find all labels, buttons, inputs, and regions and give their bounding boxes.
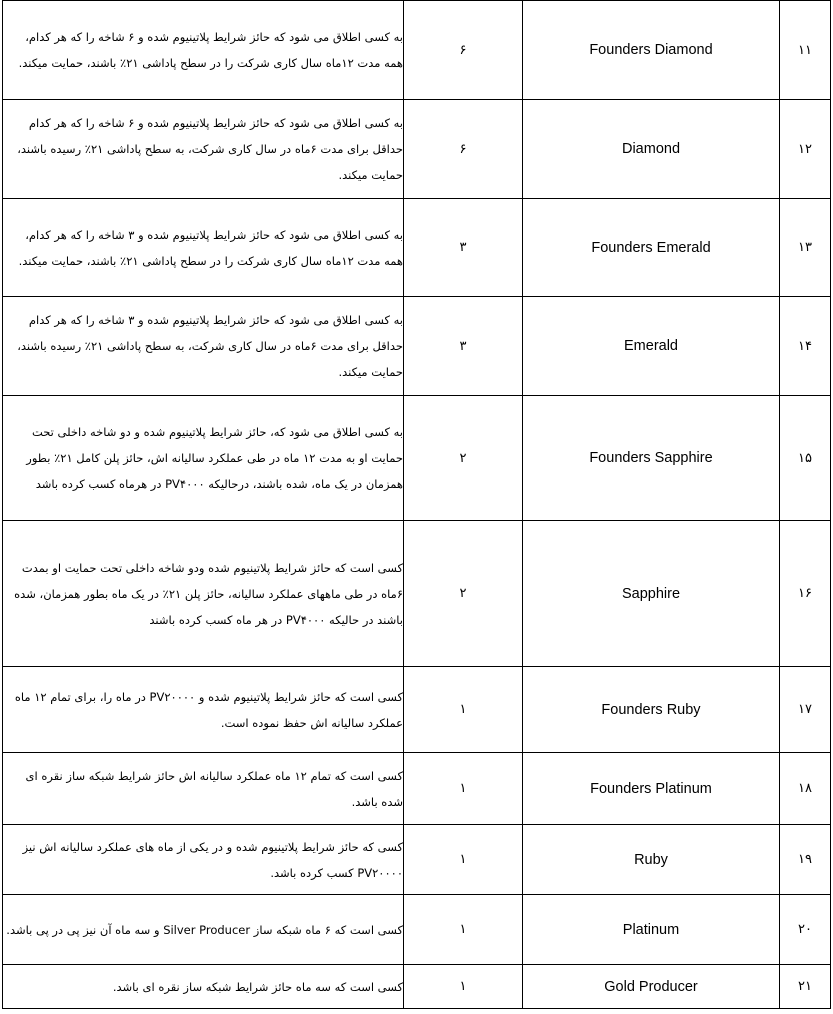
row-number: ۲۱	[780, 965, 831, 1009]
rank-description: کسی است که تمام ۱۲ ماه عملکرد سالیانه اش حائز شرایط شبکه ساز نقره ای شده باشد.	[3, 753, 404, 825]
row-number: ۱۱	[780, 1, 831, 100]
table-row	[3, 100, 831, 199]
table-row	[3, 521, 831, 667]
rank-description: کسی که حائز شرایط پلاتینیوم شده و در یکی از ماه های عملکرد سالیانه اش نیز PV۲۰۰۰۰ کسب کرده باشد.	[3, 825, 404, 895]
rank-description: کسی است که حائز شرایط پلاتینیوم شده و PV۲۰۰۰۰ در ماه را، برای تمام ۱۲ ماه عملکرد سالیانه اش حفظ نموده است.	[3, 667, 404, 753]
branch-count: ۳	[404, 199, 523, 297]
rank-title: Founders Ruby	[523, 667, 780, 753]
rank-title: Founders Sapphire	[523, 396, 780, 521]
branch-count: ۱	[404, 965, 523, 1009]
rank-title: Diamond	[523, 100, 780, 199]
table-row	[3, 965, 831, 1009]
row-number: ۱۸	[780, 753, 831, 825]
table-row	[3, 297, 831, 396]
rank-description: به کسی اطلاق می شود که حائز شرایط پلاتینیوم شده و ۳ شاخه را که هر کدام، همه مدت ۱۲ماه سال کاری شرکت را در سطح پاداشی ۲۱٪ باشند، حمایت میکند.	[3, 199, 404, 297]
rank-description: به کسی اطلاق می شود که حائز شرایط پلاتینیوم شده و ۳ شاخه را که هر کدام حداقل برای مدت ۶ماه در سال کاری شرکت، به سطح پاداشی ۲۱٪ رسیده باشند، حمایت میکند.	[3, 297, 404, 396]
table-row	[3, 753, 831, 825]
rank-description: به کسی اطلاق می شود که حائز شرایط پلاتینیوم شده و ۶ شاخه را که هر کدام حداقل برای مدت ۶ماه در سال کاری شرکت، به سطح پاداشی ۲۱٪ رسیده باشند، حمایت میکند.	[3, 100, 404, 199]
table-row	[3, 825, 831, 895]
row-number: ۱۵	[780, 396, 831, 521]
row-number: ۲۰	[780, 895, 831, 965]
row-number: ۱۲	[780, 100, 831, 199]
branch-count: ۲	[404, 521, 523, 667]
rank-title: Gold Producer	[523, 965, 780, 1009]
row-number: ۱۷	[780, 667, 831, 753]
rank-description: به کسی اطلاق می شود که حائز شرایط پلاتینیوم شده و ۶ شاخه را که هر کدام، همه مدت ۱۲ماه سال کاری شرکت را در سطح پاداشی ۲۱٪ باشند، حمایت میکند.	[3, 1, 404, 100]
rank-table	[2, 0, 831, 1009]
branch-count: ۶	[404, 100, 523, 199]
rank-title: Founders Diamond	[523, 1, 780, 100]
row-number: ۱۳	[780, 199, 831, 297]
rank-table-body	[3, 1, 831, 1009]
rank-title: Emerald	[523, 297, 780, 396]
rank-description: به کسی اطلاق می شود که، حائز شرایط پلاتینیوم شده و دو شاخه داخلی تحت حمایت او به مدت ۱۲ ماه در طی عملکرد سالیانه اش، حائز پلن کامل ۲۱٪ بطور همزمان در یک ماه، شده باشند، درحالیکه PV۴۰۰۰ در هرماه کسب کرده باشد	[3, 396, 404, 521]
rank-title: Platinum	[523, 895, 780, 965]
row-number: ۱۶	[780, 521, 831, 667]
branch-count: ۶	[404, 1, 523, 100]
branch-count: ۱	[404, 667, 523, 753]
table-row	[3, 1, 831, 100]
rank-description: کسی است که ۶ ماه شبکه ساز Silver Producer و سه ماه آن نیز پی در پی باشد.	[3, 895, 404, 965]
rank-title: Ruby	[523, 825, 780, 895]
rank-title: Sapphire	[523, 521, 780, 667]
table-row	[3, 396, 831, 521]
row-number: ۱۴	[780, 297, 831, 396]
branch-count: ۲	[404, 396, 523, 521]
table-row	[3, 199, 831, 297]
rank-title: Founders Platinum	[523, 753, 780, 825]
branch-count: ۱	[404, 895, 523, 965]
rank-description: کسی است که سه ماه حائز شرایط شبکه ساز نقره ای باشد.	[3, 965, 404, 1009]
rank-title: Founders Emerald	[523, 199, 780, 297]
table-row	[3, 667, 831, 753]
rank-description: کسی است که حائز شرایط پلاتینیوم شده ودو شاخه داخلی تحت حمایت او بمدت ۶ماه در طی ماههای عملکرد سالیانه، حائز پلن ۲۱٪ در یک ماه بطور همزمان، شده باشند در حالیکه PV۴۰۰۰ در هر ماه کسب کرده باشند	[3, 521, 404, 667]
table-row	[3, 895, 831, 965]
branch-count: ۱	[404, 825, 523, 895]
row-number: ۱۹	[780, 825, 831, 895]
branch-count: ۳	[404, 297, 523, 396]
branch-count: ۱	[404, 753, 523, 825]
